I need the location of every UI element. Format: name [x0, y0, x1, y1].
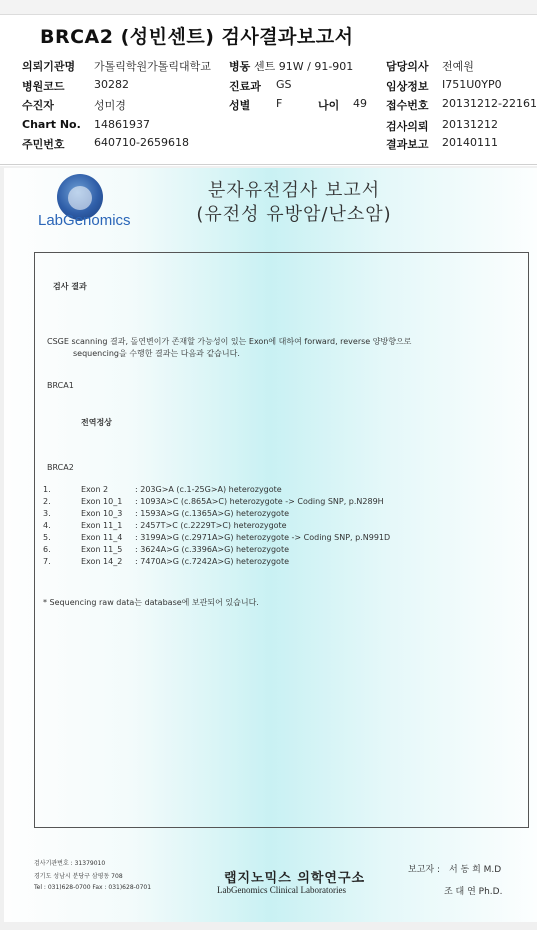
variant-exon: Exon 10_1 [81, 497, 123, 506]
label-resident-number: 주민번호 [22, 138, 65, 151]
value-result-report-date: 20140111 [442, 136, 498, 149]
footer-lab-name-english: LabGenomics Clinical Laboratories [217, 885, 346, 895]
variant-exon: Exon 10_3 [81, 509, 123, 518]
variant-exon: Exon 11_5 [81, 545, 123, 554]
variant-description: : 7470A>G (c.7242A>G) heterozygote [135, 557, 289, 566]
variant-description: : 1093A>C (c.865A>C) heterozygote -> Coding SNP, p.N289H [135, 497, 384, 506]
variant-description: : 203G>A (c.1-25G>A) heterozygote [135, 485, 282, 494]
report-header [0, 0, 537, 166]
value-test-request-date: 20131212 [442, 118, 498, 131]
report-subtitle: (유전성 유방암/난소암) [196, 204, 392, 225]
label-department: 진료과 [229, 80, 261, 93]
label-receipt-number: 접수번호 [386, 99, 429, 112]
value-attending-doctor: 전예원 [442, 60, 474, 73]
variant-description: : 1593A>G (c.1365A>G) heterozygote [135, 509, 289, 518]
raw-data-note: * Sequencing raw data는 database에 보관되어 있습니다. [43, 598, 259, 607]
label-patient: 수진자 [22, 99, 54, 112]
intro-line-2: sequencing을 수행한 결과는 다음과 같습니다. [73, 349, 240, 358]
report-title: 분자유전검사 보고서 [207, 180, 381, 201]
label-hospital-code: 병원코드 [22, 80, 65, 93]
footer-reporter-2: 조 대 연 Ph.D. [444, 887, 503, 897]
value-requesting-institution: 가톨릭학원가톨릭대학교 [94, 60, 211, 73]
window-top-bar [0, 0, 537, 15]
label-result-report-date: 결과보고 [386, 138, 429, 151]
value-sex: F [276, 97, 283, 110]
variant-description: : 2457T>C (c.2229T>C) heterozygote [135, 521, 287, 530]
value-age: 49 [353, 97, 367, 110]
label-attending-doctor: 담당의사 [386, 60, 429, 73]
variant-exon: Exon 11_1 [81, 521, 123, 530]
footer-address: 경기도 성남시 분당구 삼평동 708 [34, 873, 123, 880]
variant-exon: Exon 11_4 [81, 533, 123, 542]
variant-number: 7. [43, 557, 51, 566]
footer-reporter-1: 서 동 희 M.D [449, 865, 502, 875]
variant-number: 4. [43, 521, 51, 530]
footer-lab-name-korean: 랩지노믹스 의학연구소 [224, 871, 366, 886]
value-chart-no: 14861937 [94, 118, 150, 131]
label-test-request-date: 검사의뢰 [386, 120, 429, 133]
label-ward: 병동 [229, 60, 251, 73]
brca1-label: BRCA1 [47, 381, 74, 390]
brca2-label: BRCA2 [47, 463, 74, 472]
section-title: 검사 결과 [53, 282, 87, 291]
label-requesting-institution: 의뢰기관명 [22, 60, 76, 73]
variant-number: 1. [43, 485, 51, 494]
variant-exon: Exon 14_2 [81, 557, 123, 566]
value-resident-number: 640710-2659618 [94, 136, 189, 149]
label-age: 나이 [318, 99, 340, 112]
variant-number: 3. [43, 509, 51, 518]
value-department: GS [276, 78, 292, 91]
footer-contact: Tel : 031)628-0700 Fax : 031)628-0701 [34, 884, 152, 891]
report-document [4, 168, 537, 922]
intro-line-1: CSGE scanning 결과, 돌연변이가 존재할 가능성이 있는 Exon에 대하여 forward, reverse 양방향으로 [47, 337, 412, 346]
value-hospital-code: 30282 [94, 78, 129, 91]
value-patient: 성미경 [94, 99, 126, 112]
result-box [34, 252, 529, 828]
label-chart-no: Chart No. [22, 118, 81, 131]
footer-institution-number: 검사기관번호 : 31379010 [34, 860, 106, 867]
page-title: BRCA2 (성빈센트) 검사결과보고서 [40, 26, 354, 48]
value-receipt-number: 20131212-22161 [442, 97, 537, 110]
logo-swirl-icon [68, 186, 92, 210]
variant-number: 2. [43, 497, 51, 506]
footer-reporter-label: 보고자 : [408, 865, 440, 875]
label-sex: 성별 [229, 99, 251, 112]
value-clinical-info: I751U0YP0 [442, 78, 502, 91]
variant-description: : 3624A>G (c.3396A>G) heterozygote [135, 545, 289, 554]
variant-exon: Exon 2 [81, 485, 109, 494]
label-clinical-info: 임상정보 [386, 80, 429, 93]
header-divider [0, 164, 537, 165]
value-ward: 센트 91W / 91-901 [254, 60, 354, 73]
variant-description: : 3199A>G (c.2971A>G) heterozygote -> Coding SNP, p.N991D [135, 533, 391, 542]
brca1-result: 전역정상 [81, 418, 112, 427]
logo-text: LabGenomics [38, 212, 131, 229]
variant-number: 6. [43, 545, 51, 554]
variant-number: 5. [43, 533, 51, 542]
